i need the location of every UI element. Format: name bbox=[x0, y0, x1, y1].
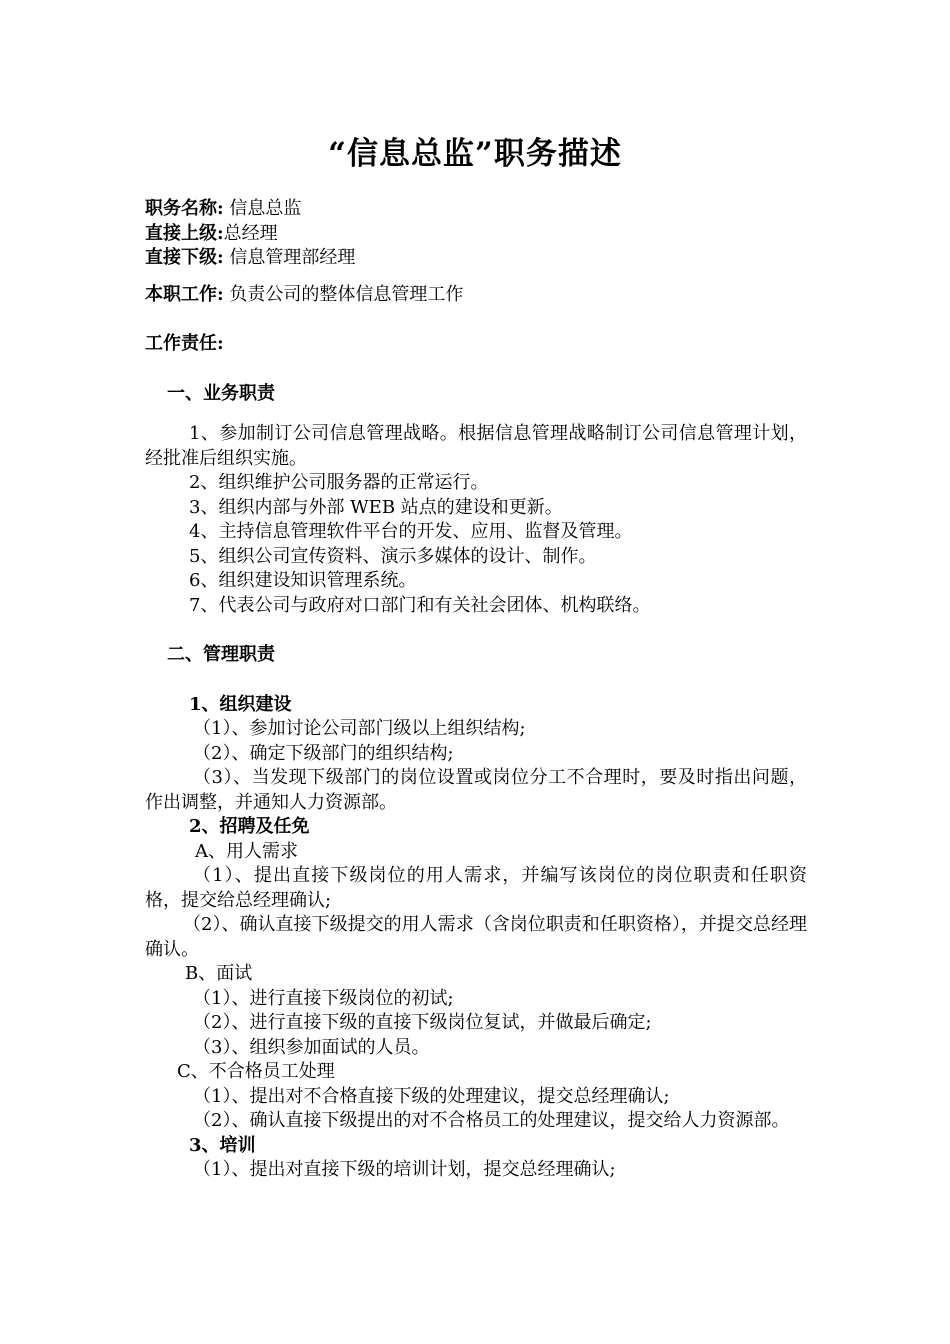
list-item: 6、组织建设知识管理系统。 bbox=[189, 570, 417, 591]
list-item: 7、代表公司与政府对口部门和有关社会团体、机构联络。 bbox=[189, 594, 651, 616]
field-label: 职务名称: bbox=[145, 198, 224, 219]
list-item: （1）、参加讨论公司部门级以上组织结构; bbox=[193, 718, 526, 739]
list-item: （2）、进行直接下级的直接下级岗位复试，并做最后确定; bbox=[193, 1012, 652, 1033]
field-value: 信息总监 bbox=[229, 198, 302, 219]
subsection-heading: 2、招聘及任免 bbox=[189, 816, 310, 837]
field-value: 信息管理部经理 bbox=[229, 247, 356, 268]
field-subordinate bbox=[145, 246, 807, 271]
list-item: （1）、进行直接下级岗位的初试; bbox=[193, 987, 454, 1009]
field-value: 总经理 bbox=[223, 222, 278, 244]
subsection-heading: 3、培训 bbox=[189, 1134, 256, 1156]
list-item: （1）、提出直接下级岗位的用人需求，并编写该岗位的岗位职责和任职资格，提交给总经理确认; bbox=[145, 865, 807, 911]
list-item: 3、组织内部与外部 WEB 站点的建设和更新。 bbox=[189, 496, 563, 518]
list-item: （3）、当发现下级部门的岗位设置或岗位分工不合理时，要及时指出问题，作出调整，并通知人力资源部。 bbox=[145, 767, 807, 813]
list-item: 2、组织维护公司服务器的正常运行。 bbox=[189, 472, 489, 493]
list-item: （3）、组织参加面试的人员。 bbox=[193, 1036, 430, 1058]
field-job-name bbox=[145, 197, 807, 222]
list-item: （2）、确认直接下级提出的对不合格员工的处理建议，提交给人力资源部。 bbox=[193, 1110, 790, 1131]
sub-heading: A、用人需求 bbox=[195, 840, 298, 862]
field-label: 直接上级: bbox=[145, 222, 224, 244]
document-title: “信息总监”职务描述 bbox=[328, 136, 622, 172]
field-label: 直接下级: bbox=[145, 247, 224, 268]
section-heading: 一、业务职责 bbox=[167, 382, 275, 404]
list-item: （1）、提出对直接下级的培训计划，提交总经理确认; bbox=[193, 1159, 616, 1180]
field-label: 本职工作: bbox=[145, 283, 224, 305]
field-superior bbox=[145, 222, 807, 247]
sub-heading: C、不合格员工处理 bbox=[177, 1061, 335, 1082]
document-body bbox=[145, 197, 807, 1183]
list-item: （2）、确认直接下级提交的用人需求（含岗位职责和任职资格），并提交总经理确认。 bbox=[145, 914, 807, 960]
list-item: （2）、确定下级部门的组织结构; bbox=[193, 742, 454, 764]
list-item: 4、主持信息管理软件平台的开发、应用、监督及管理。 bbox=[189, 521, 633, 542]
responsibilities-heading: 工作责任: bbox=[145, 333, 224, 354]
field-duty bbox=[145, 283, 807, 308]
field-value: 负责公司的整体信息管理工作 bbox=[229, 283, 464, 305]
section-heading: 二、管理职责 bbox=[167, 644, 275, 665]
subsection-heading: 1、组织建设 bbox=[189, 693, 292, 715]
list-item: 5、组织公司宣传资料、演示多媒体的设计、制作。 bbox=[189, 545, 597, 567]
sub-heading: B、面试 bbox=[185, 963, 253, 984]
list-item: 1、参加制订公司信息管理战略。根据信息管理战略制订公司信息管理计划，经批准后组织实施。 bbox=[145, 423, 807, 469]
list-item: （1）、提出对不合格直接下级的处理建议，提交总经理确认; bbox=[193, 1085, 670, 1107]
